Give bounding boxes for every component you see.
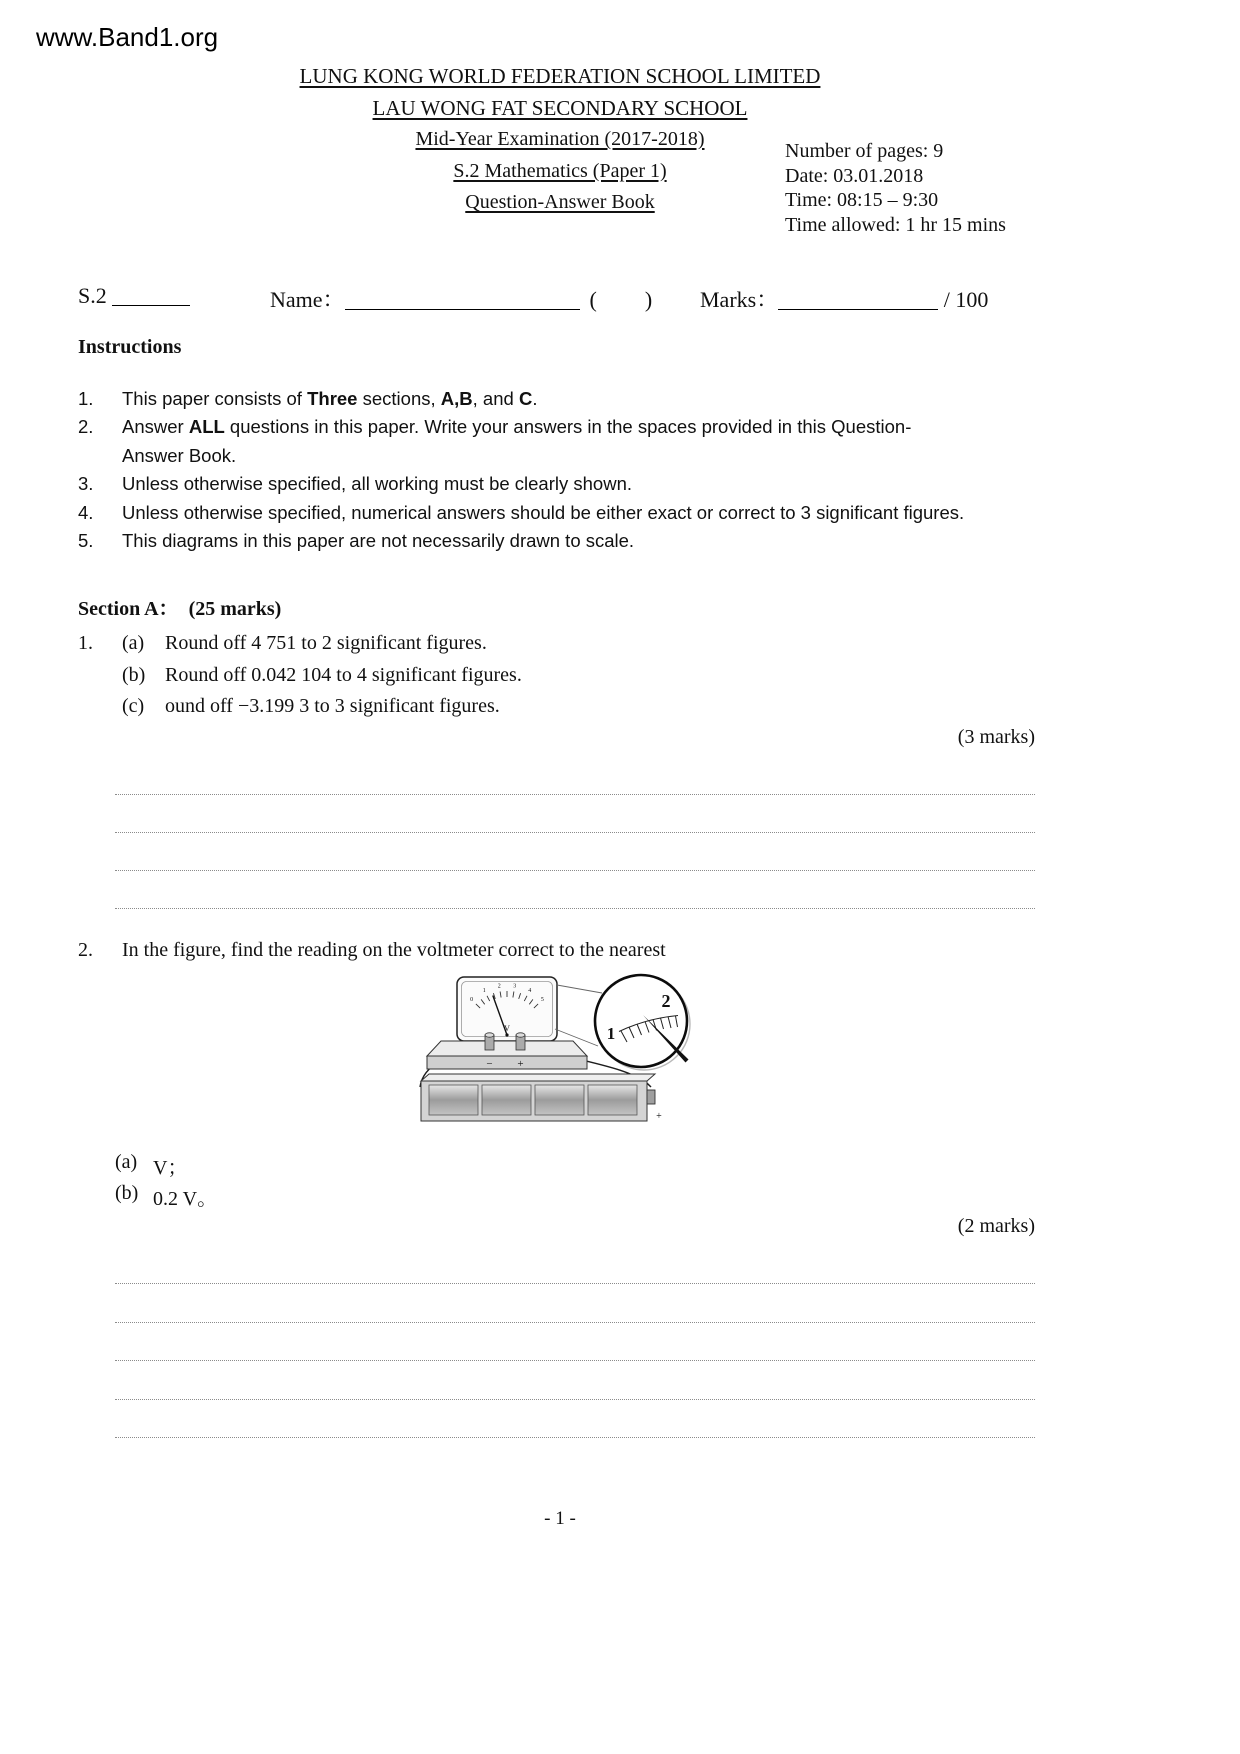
answer-line (115, 1361, 1035, 1399)
part-label: (c) (122, 695, 145, 717)
voltmeter (427, 977, 602, 1070)
info-time: Time: 08:15 – 9:30 (785, 189, 939, 211)
name-field (270, 283, 652, 314)
marks-label: Marks： (700, 287, 779, 312)
class-number-bracket-open: ( (589, 287, 597, 312)
terminal-left-top (485, 1033, 494, 1037)
meter-base-top (427, 1041, 587, 1056)
magnifier-label-2: 2 (661, 991, 671, 1011)
terminal-right-top (516, 1033, 525, 1037)
battery-cell (429, 1085, 478, 1115)
dial-number: 0 (470, 997, 474, 1003)
exam-info-block (785, 139, 1006, 237)
class-field (78, 283, 190, 309)
instruction-number: 5. (78, 530, 94, 551)
instruction-number: 1. (78, 388, 94, 409)
instruction-number: 4. (78, 501, 94, 523)
voltmeter-circuit-figure (405, 973, 715, 1143)
instruction-item-1 (78, 385, 1038, 414)
text-run: Answer (122, 416, 189, 437)
text-run-bold: C (518, 388, 533, 409)
answer-line (115, 871, 1035, 909)
battery-cell (588, 1085, 637, 1115)
battery-cell (535, 1085, 584, 1115)
instruction-item-3 (78, 470, 1038, 499)
answer-line (115, 833, 1035, 871)
dial-number: 3 (513, 983, 517, 990)
class-blank (112, 300, 190, 306)
marks-blank (778, 304, 938, 310)
dial-number: 4 (528, 988, 532, 994)
battery-holder-top (421, 1074, 655, 1081)
part-label: (a) (115, 1151, 138, 1173)
text-run: sections, (357, 388, 441, 409)
part-text: ound off −3.199 3 to 3 significant figures. (165, 695, 500, 717)
paper-title-text: S.2 Mathematics (Paper 1) (453, 159, 667, 182)
school-name-line2-text: LAU WONG FAT SECONDARY SCHOOL (372, 95, 748, 120)
battery-cell (482, 1085, 531, 1115)
text-run-bold: ALL (188, 416, 225, 437)
info-time-allowed: Time allowed: 1 hr 15 mins (785, 213, 1006, 236)
instruction-number: 2. (78, 416, 94, 437)
page-number: - 1 - (544, 1508, 576, 1529)
question-2-marks: (2 marks) (957, 1215, 1035, 1237)
text-run-bold: A,B (440, 388, 473, 409)
instruction-text (122, 385, 1038, 414)
question-number: 1. (78, 632, 93, 654)
terminal-negative-sign: − (486, 1058, 493, 1070)
instruction-item-5 (78, 527, 1038, 556)
school-name-line2 (140, 93, 980, 125)
info-date: Date: 03.01.2018 (785, 164, 924, 187)
school-name-line1-text: LUNG KONG WORLD FEDERATION SCHOOL LIMITED (299, 64, 821, 88)
part-label: (a) (122, 632, 145, 654)
dial-number: 5 (540, 997, 544, 1003)
question-number: 2. (78, 939, 93, 961)
text-run: This paper consists of (122, 388, 308, 409)
battery-positive-sign: + (656, 1111, 662, 1122)
magnifier-label-1: 1 (606, 1024, 616, 1043)
text-run: . (532, 388, 538, 409)
part-label: (b) (115, 1182, 139, 1204)
dial-number: 2 (497, 983, 501, 990)
part-text: 0.2 V。 (153, 1188, 218, 1210)
instruction-number: 3. (78, 473, 94, 494)
part-label: (b) (122, 664, 146, 686)
class-number-blank (597, 305, 645, 307)
meter-base-front (427, 1056, 587, 1069)
answer-line (115, 1323, 1035, 1361)
spacer (580, 305, 590, 307)
meter-needle-pivot (505, 1033, 508, 1036)
question-text: In the figure, find the reading on the voltmeter correct to the nearest (122, 939, 666, 961)
instruction-text (122, 413, 912, 470)
exam-title-text: Mid-Year Examination (2017-2018) (415, 128, 705, 150)
class-label: S.2 (78, 283, 107, 308)
answer-line (115, 795, 1035, 833)
meter-unit-label: V (504, 1024, 510, 1033)
marks-total: / 100 (943, 287, 989, 312)
text-run: questions in this paper. Write your answers in the spaces provided in this Question-Answer Book. (122, 416, 912, 466)
name-label: Name： (270, 287, 345, 312)
answer-line (115, 1400, 1035, 1438)
battery-positive-nub (647, 1090, 655, 1104)
section-a-title: Section A： (78, 598, 179, 620)
answer-line (115, 1246, 1035, 1284)
terminal-positive-sign: + (517, 1058, 524, 1070)
battery-pack (421, 1074, 662, 1122)
magnifier-lens (595, 975, 687, 1067)
info-pages: Number of pages: 9 (785, 140, 944, 162)
text-run-bold: Three (307, 388, 358, 409)
answer-line (115, 1284, 1035, 1322)
part-text: Round off 4 751 to 2 significant figures. (165, 632, 487, 654)
instructions-title: Instructions (78, 336, 182, 358)
instruction-text: Unless otherwise specified, numerical answers should be either exact or correct to 3 significant figures. (122, 501, 965, 523)
instruction-item-4 (78, 499, 1038, 528)
book-title-text: Question-Answer Book (465, 191, 655, 213)
answer-line (115, 757, 1035, 795)
dial-number: 1 (482, 988, 486, 994)
instruction-text: Unless otherwise specified, all working must be clearly shown. (122, 473, 632, 494)
section-a-marks: (25 marks) (188, 598, 282, 620)
question-1-marks: (3 marks) (957, 726, 1035, 748)
magnifier-leader-top (557, 985, 602, 993)
text-run: , and (472, 388, 519, 409)
part-text: Round off 0.042 104 to 4 significant figures. (165, 664, 522, 686)
magnifier (595, 975, 690, 1070)
watermark: www.Band1.org (36, 22, 219, 52)
instruction-text: This diagrams in this paper are not necessarily drawn to scale. (122, 530, 635, 551)
marks-field (700, 283, 988, 314)
question-2-answer-lines (115, 1246, 1035, 1438)
instruction-item-2 (78, 413, 1038, 470)
school-name-line1 (140, 61, 980, 93)
question-1-answer-lines (115, 757, 1035, 909)
part-text: V； (153, 1157, 188, 1179)
name-blank (345, 304, 580, 310)
class-number-bracket-close: ) (644, 287, 653, 312)
section-a-heading (78, 592, 281, 621)
